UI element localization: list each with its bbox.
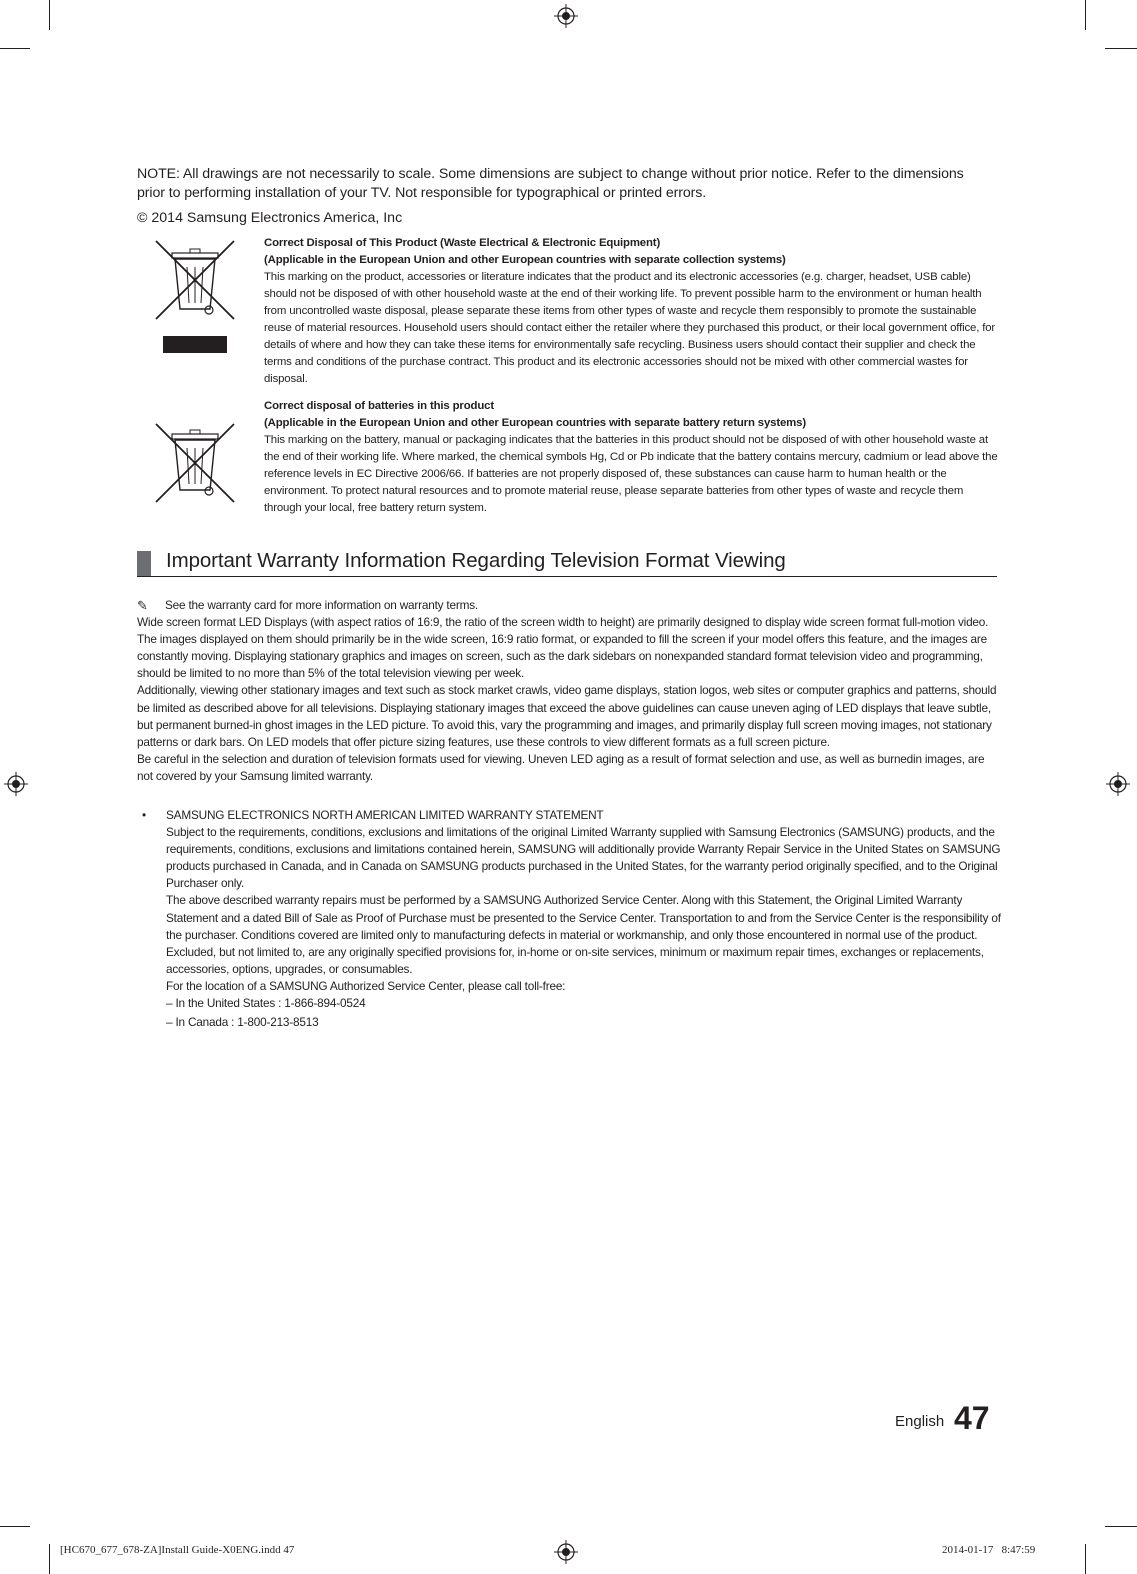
disposal-batteries-title: Correct disposal of batteries in this product xyxy=(264,400,494,412)
disposal-product-subtitle: (Applicable in the European Union and other European countries with separate collection systems) xyxy=(264,254,786,266)
warranty-heading: SAMSUNG ELECTRONICS NORTH AMERICAN LIMITED WARRANTY STATEMENT xyxy=(166,808,604,822)
registration-mark-icon xyxy=(554,1540,578,1564)
disposal-batteries-block xyxy=(264,398,999,517)
disposal-product-title: Correct Disposal of This Product (Waste Electrical & Electronic Equipment) xyxy=(264,237,661,249)
section-header xyxy=(137,547,997,577)
bullet: • xyxy=(142,808,146,822)
note-line xyxy=(137,597,1002,614)
scale-note: NOTE: All drawings are not necessarily to scale. Some dimensions are subject to change without prior notice. Refer to the dimensions prior to performing installation of your TV. Not responsible for typographical or printed errors. xyxy=(137,166,964,201)
paragraph: Be careful in the selection and duration of television formats used for viewing. Uneven LED aging as a result of format selection and use, as well as burnedin images, are not covered by your Samsung limited warranty. xyxy=(137,751,985,783)
crop-mark xyxy=(1085,1544,1086,1574)
paragraph: Wide screen format LED Displays (with aspect ratios of 16:9, the ratio of the screen width to height) are primarily designed to display wide screen format full-motion video. The images displayed on them should primarily be in the wide screen, 16:9 ratio format, or expanded to fill the screen if your model offers this feature, and the images are constantly moving. Displaying stationary graphics and images on screen, such as the dark sidebars on nonexpanded standard format television video and programming, should be limited to no more than 5% of the total television viewing per week. xyxy=(137,615,989,681)
crop-mark xyxy=(49,1544,50,1574)
paragraph: The above described warranty repairs must be performed by a SAMSUNG Authorized Service Center. Along with this Statement, the Original Limited Warranty Statement and a dated Bill of Sale as Proof of Purchase must be presented to the Service Center. Transportation to and from the Service Center is the responsibility of the purchaser. Conditions covered are limited only to manufacturing defects in material or workmanship, and only those encountered in normal use of the product. xyxy=(166,893,1001,942)
paragraph: For the location of a SAMSUNG Authorized Service Center, please call toll-free: xyxy=(166,978,566,993)
phone-canada: – In Canada : 1-800-213-8513 xyxy=(166,1015,319,1030)
paragraph: Additionally, viewing other stationary images and text such as stock market crawls, video game displays, station logos, web sites or computer graphics and patterns, should be limited as described above for all televisions. Displaying stationary images that exceed the above guidelines can cause uneven aging of LED displays that leave subtle, but permanent burned-in ghost images in the LED picture. To avoid this, vary the programming and images, and primarily display full screen moving images, not stationary patterns or dark bars. On LED models that offer picture sizing features, use these controls to view different formats as a full screen picture. xyxy=(137,683,997,749)
page-number: 47 xyxy=(954,1400,990,1436)
disposal-product-block xyxy=(264,235,999,388)
warranty-statement xyxy=(137,807,1002,1031)
crop-mark xyxy=(1105,1526,1137,1527)
black-bar-symbol xyxy=(163,336,227,353)
crop-mark xyxy=(49,0,50,30)
copyright: © 2014 Samsung Electronics America, Inc xyxy=(137,210,403,226)
registration-mark-icon xyxy=(554,4,578,28)
crossed-battery-bin-icon xyxy=(152,420,238,506)
crossed-bin-icon xyxy=(152,237,238,323)
paragraph: Subject to the requirements, conditions, exclusions and limitations of the original Limited Warranty supplied with Samsung Electronics (SAMSUNG) products, and the requirements, conditions, exclusions and limitations contained herein, SAMSUNG will additionally provide Warranty Repair Service in the United States on SAMSUNG products purchased in Canada, and in Canada on SAMSUNG products purchased in the United States, for the warranty period originally specified, and to the Original Purchaser only. xyxy=(166,825,1001,891)
crop-mark xyxy=(1085,0,1086,30)
paragraph: Excluded, but not limited to, are any originally specified provisions for, in-home or on-site services, minimum or maximum repair times, exchanges or replacements, accessories, options, upgrades, or consumables. xyxy=(166,944,984,976)
disposal-batteries-body: This marking on the battery, manual or packaging indicates that the batteries in this product should not be disposed of with other household waste at the end of their working life. Where marked, the chemical symbols Hg, Cd or Pb indicate that the battery contains mercury, cadmium or lead above the reference levels in EC Directive 2006/66. If batteries are not properly disposed of, these substances can cause harm to human health or the environment. To protect natural resources and to promote material reuse, please separate batteries from other types of waste and recycle them through your local, free battery return system. xyxy=(264,434,998,514)
section-marker xyxy=(137,551,151,576)
print-slug-timestamp: 2014-01-17 8:47:59 xyxy=(942,1544,1036,1556)
section-heading: Important Warranty Information Regarding Television Format Viewing xyxy=(166,549,786,572)
crop-mark xyxy=(0,48,30,49)
disposal-product-body: This marking on the product, accessories or literature indicates that the product and its electronic accessories (e.g. charger, headset, USB cable) should not be disposed of with other household waste at the end of their working life. To prevent possible harm to the environment or human health from uncontrolled waste disposal, please separate these items from other types of waste and recycle them responsibly to promote the sustainable reuse of material resources. Household users should contact either the retailer where they purchased this product, or their local government office, for details of where and how they can take these items for environmentally safe recycling. Business users should contact their supplier and check the terms and conditions of the purchase contract. This product and its electronic accessories should not be mixed with other commercial wastes for disposal. xyxy=(264,271,996,385)
crop-mark xyxy=(1105,48,1137,49)
footer-language: English xyxy=(895,1413,945,1430)
registration-mark-icon xyxy=(1106,772,1130,796)
phone-us: – In the United States : 1-866-894-0524 xyxy=(166,996,366,1011)
disposal-batteries-subtitle: (Applicable in the European Union and other European countries with separate battery return systems) xyxy=(264,417,806,429)
print-slug-file: [HC670_677_678-ZA]Install Guide-X0ENG.indd 47 xyxy=(60,1544,295,1556)
registration-mark-icon xyxy=(4,772,28,796)
crop-mark xyxy=(0,1526,30,1527)
pencil-note-icon: ✎ xyxy=(137,598,148,613)
warranty-note: See the warranty card for more information on warranty terms. xyxy=(165,598,478,612)
warranty-format-body xyxy=(137,597,1002,785)
